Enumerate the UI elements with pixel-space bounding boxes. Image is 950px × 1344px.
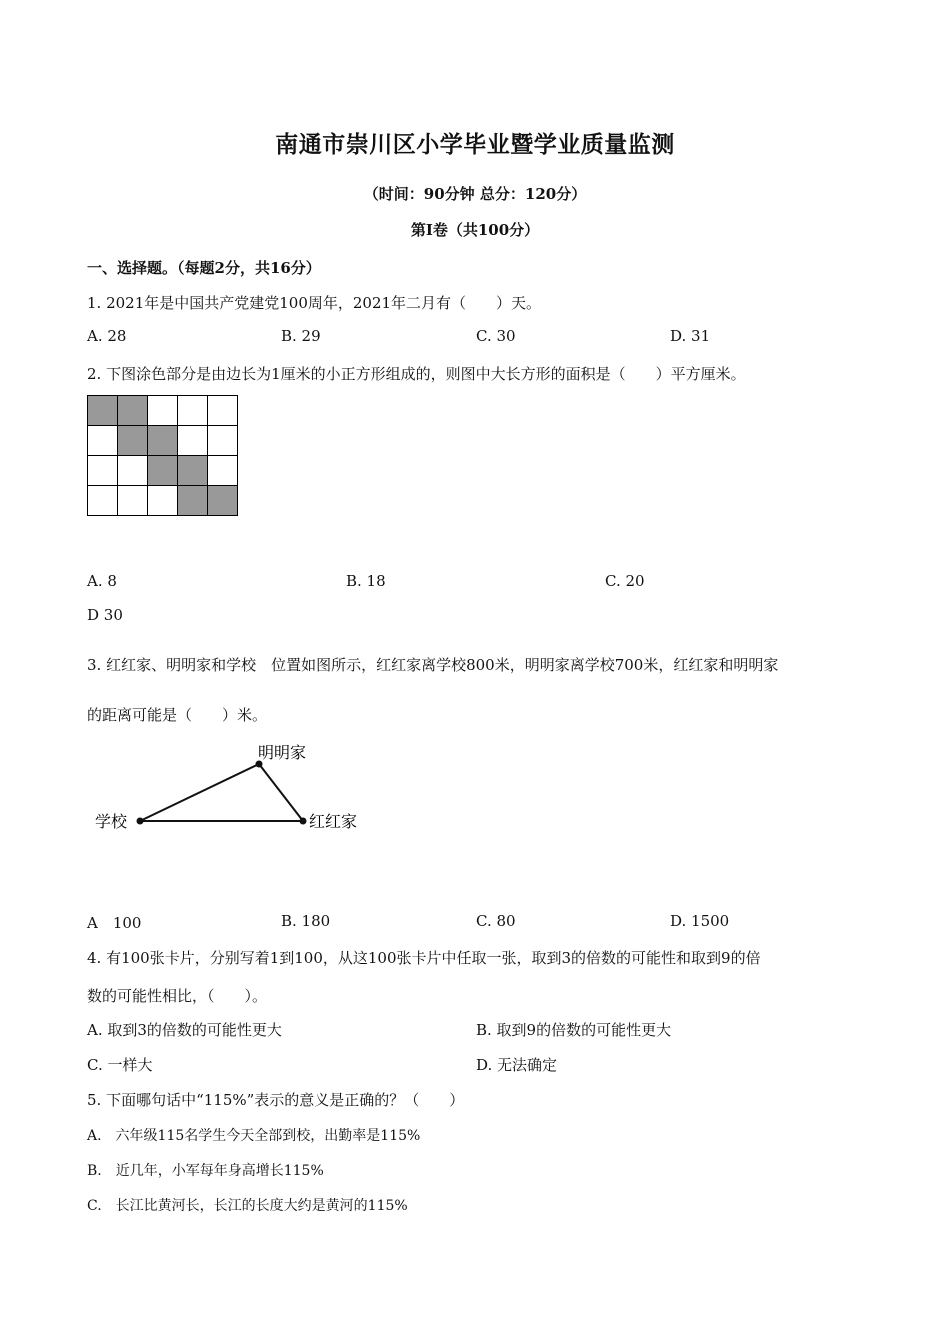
question-5-option-c: C. 长江比黄河长，长江的长度大约是黄河的115% [87,1198,408,1214]
question-3-option-b: B. 180 [281,912,331,930]
question-2-grid-figure [87,395,238,516]
question-3-option-a: A 100 [87,914,142,932]
question-3-option-d: D. 1500 [670,912,730,930]
grid-cell-shaded [178,456,208,486]
grid-cell-shaded [208,486,238,516]
grid-cell-shaded [148,426,178,456]
mingming-to-honghong-line [259,764,303,821]
school-label: 学校 [95,812,128,831]
question-1-option-d: D. 31 [670,327,711,345]
question-4-option-c: C. 一样大 [87,1056,153,1074]
question-2-option-d: D 30 [87,606,123,624]
question-4-text-line-1: 4. 有100张卡片，分别写着1到100，从这100张卡片中任取一张，取到3的倍数的可能性和取到9的倍 [87,949,761,967]
question-4-text-line-2: 数的可能性相比，（ ）。 [87,987,268,1005]
grid-cell-shaded [118,396,148,426]
grid-cell-shaded [148,456,178,486]
school-point [137,818,144,825]
exam-part-heading: 第Ⅰ卷（共100分） [410,221,540,239]
grid-cell [208,426,238,456]
question-5-option-b: B. 近几年，小军每年身高增长115% [87,1163,324,1179]
grid-cell [88,426,118,456]
grid-cell [178,426,208,456]
honghong-point [300,818,307,825]
grid-cell [208,456,238,486]
grid-cell [88,486,118,516]
question-5-option-a: A. 六年级115名学生今天全部到校，出勤率是115% [87,1128,421,1144]
question-4-option-a: A. 取到3的倍数的可能性更大 [87,1021,282,1039]
grid-cell [178,396,208,426]
grid-cell [148,486,178,516]
question-1-option-b: B. 29 [281,327,321,345]
question-3-text-line-2: 的距离可能是（ ）米。 [87,706,268,724]
question-3-location-diagram [90,738,380,848]
school-to-mingming-line [140,764,259,821]
question-4-option-d: D. 无法确定 [476,1056,558,1074]
grid-cell [208,396,238,426]
section-heading: 一、选择题。（每题2分，共16分） [87,259,321,277]
grid-cell [118,486,148,516]
question-3-option-c: C. 80 [476,912,516,930]
grid-cell [148,396,178,426]
question-2-option-b: B. 18 [346,572,386,590]
grid-cell [118,456,148,486]
question-2-option-a: A. 8 [87,572,117,590]
grid-cell-shaded [88,396,118,426]
question-4-option-b: B. 取到9的倍数的可能性更大 [476,1021,672,1039]
question-1-text: 1. 2021年是中国共产党建党100周年，2021年二月有（ ）天。 [87,294,542,312]
question-3-text-line-1: 3. 红红家、明明家和学校 位置如图所示，红红家离学校800米，明明家离学校700米，红红家和明明家 [87,656,779,674]
exam-time-info: （时间：90分钟 总分：120分） [363,185,587,203]
question-1-option-c: C. 30 [476,327,516,345]
question-2-text: 2. 下图涂色部分是由边长为1厘米的小正方形组成的，则图中大长方形的面积是（ ）平方厘米。 [87,365,746,383]
mingming-label: 明明家 [258,743,307,762]
exam-title: 南通市崇川区小学毕业暨学业质量监测 [275,131,675,158]
question-2-option-c: C. 20 [605,572,645,590]
grid-cell [88,456,118,486]
question-5-text: 5. 下面哪句话中“115%”表示的意义是正确的？（ ） [87,1091,465,1109]
grid-cell-shaded [118,426,148,456]
honghong-label: 红红家 [309,812,358,831]
question-1-option-a: A. 28 [87,327,127,345]
grid-cell-shaded [178,486,208,516]
